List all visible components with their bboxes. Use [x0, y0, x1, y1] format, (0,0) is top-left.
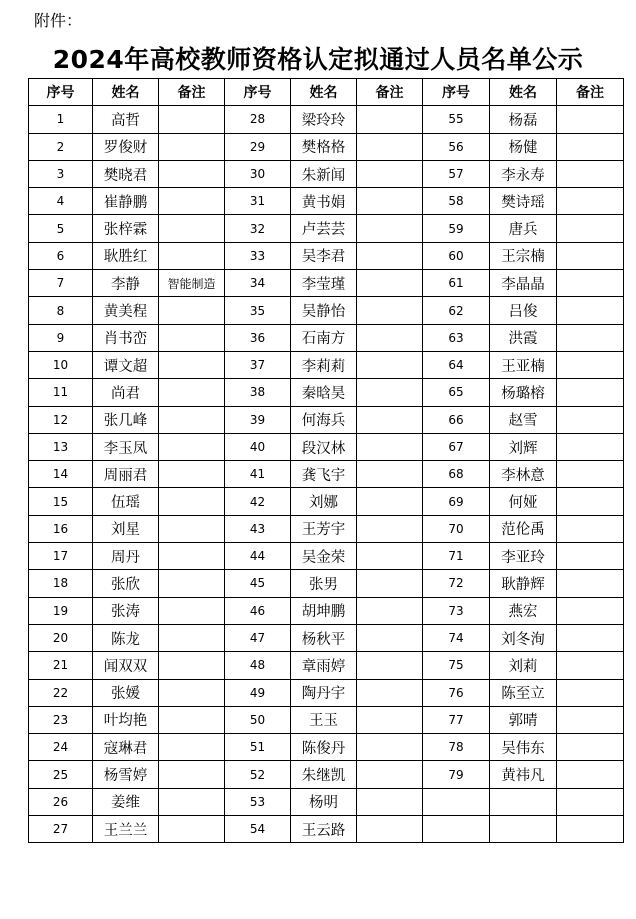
remark-cell — [159, 406, 225, 433]
table-row — [29, 679, 624, 706]
remark-cell — [357, 379, 423, 406]
remark-cell — [357, 515, 423, 542]
table-row — [29, 597, 624, 624]
seq-cell: 51 — [225, 734, 291, 761]
name-cell: 陶丹宇 — [291, 679, 357, 706]
remark-cell — [159, 788, 225, 815]
seq-cell: 17 — [29, 543, 93, 570]
name-cell: 张媛 — [93, 679, 159, 706]
table-row — [29, 624, 624, 651]
remark-cell — [357, 215, 423, 242]
remark-cell — [357, 734, 423, 761]
table-row — [29, 734, 624, 761]
name-cell: 刘娜 — [291, 488, 357, 515]
remark-cell — [557, 106, 624, 133]
remark-cell — [357, 160, 423, 187]
remark-cell — [357, 597, 423, 624]
remark-cell — [159, 679, 225, 706]
name-cell — [490, 788, 557, 815]
seq-cell: 47 — [225, 624, 291, 651]
name-cell: 崔静鹏 — [93, 188, 159, 215]
name-cell: 王亚楠 — [490, 351, 557, 378]
name-cell: 李静 — [93, 270, 159, 297]
seq-cell: 19 — [29, 597, 93, 624]
seq-cell: 26 — [29, 788, 93, 815]
attachment-label: 附件： — [34, 11, 83, 30]
table-row — [29, 488, 624, 515]
candidate-table — [28, 78, 624, 843]
seq-cell: 37 — [225, 351, 291, 378]
name-cell: 张男 — [291, 570, 357, 597]
name-cell: 耿静辉 — [490, 570, 557, 597]
remark-cell — [159, 160, 225, 187]
remark-cell — [357, 570, 423, 597]
header-remark: 备注 — [159, 79, 225, 106]
seq-cell: 7 — [29, 270, 93, 297]
table-row — [29, 652, 624, 679]
name-cell: 范伦禹 — [490, 515, 557, 542]
seq-cell: 39 — [225, 406, 291, 433]
remark-cell — [357, 133, 423, 160]
seq-cell: 68 — [423, 461, 490, 488]
remark-cell — [357, 461, 423, 488]
seq-cell: 36 — [225, 324, 291, 351]
name-cell: 卢芸芸 — [291, 215, 357, 242]
name-cell: 张几峰 — [93, 406, 159, 433]
seq-cell: 48 — [225, 652, 291, 679]
name-cell: 肖书峦 — [93, 324, 159, 351]
name-cell: 尚君 — [93, 379, 159, 406]
table-row — [29, 188, 624, 215]
header-name: 姓名 — [93, 79, 159, 106]
remark-cell — [357, 816, 423, 843]
name-cell: 樊诗瑶 — [490, 188, 557, 215]
name-cell: 王云路 — [291, 816, 357, 843]
seq-cell: 5 — [29, 215, 93, 242]
table-row — [29, 543, 624, 570]
remark-cell — [557, 351, 624, 378]
seq-cell: 67 — [423, 433, 490, 460]
remark-cell — [159, 543, 225, 570]
name-cell: 杨璐榕 — [490, 379, 557, 406]
table-row — [29, 270, 624, 297]
header-remark: 备注 — [557, 79, 624, 106]
remark-cell — [159, 515, 225, 542]
remark-cell — [357, 351, 423, 378]
seq-cell: 29 — [225, 133, 291, 160]
remark-cell — [357, 406, 423, 433]
seq-cell — [423, 816, 490, 843]
seq-cell: 77 — [423, 706, 490, 733]
name-cell: 刘星 — [93, 515, 159, 542]
name-cell: 李林意 — [490, 461, 557, 488]
remark-cell — [557, 706, 624, 733]
remark-cell — [159, 324, 225, 351]
name-cell: 杨明 — [291, 788, 357, 815]
table-row — [29, 433, 624, 460]
name-cell: 吴伟东 — [490, 734, 557, 761]
name-cell: 朱新闻 — [291, 160, 357, 187]
remark-cell — [357, 652, 423, 679]
remark-cell — [159, 816, 225, 843]
seq-cell: 62 — [423, 297, 490, 324]
remark-cell — [159, 570, 225, 597]
seq-cell: 4 — [29, 188, 93, 215]
seq-cell: 12 — [29, 406, 93, 433]
name-cell: 黄祎凡 — [490, 761, 557, 788]
seq-cell: 54 — [225, 816, 291, 843]
seq-cell: 44 — [225, 543, 291, 570]
table-row — [29, 379, 624, 406]
remark-cell — [159, 734, 225, 761]
seq-cell: 41 — [225, 461, 291, 488]
seq-cell: 8 — [29, 297, 93, 324]
name-cell: 王芳宇 — [291, 515, 357, 542]
seq-cell: 30 — [225, 160, 291, 187]
table-row — [29, 461, 624, 488]
remark-cell — [557, 461, 624, 488]
seq-cell: 58 — [423, 188, 490, 215]
name-cell: 梁玲玲 — [291, 106, 357, 133]
remark-cell — [557, 324, 624, 351]
remark-cell — [159, 297, 225, 324]
name-cell: 谭文超 — [93, 351, 159, 378]
remark-cell — [357, 788, 423, 815]
seq-cell: 34 — [225, 270, 291, 297]
name-cell: 王玉 — [291, 706, 357, 733]
seq-cell: 40 — [225, 433, 291, 460]
seq-cell: 59 — [423, 215, 490, 242]
seq-cell: 60 — [423, 242, 490, 269]
name-cell: 唐兵 — [490, 215, 557, 242]
remark-cell — [357, 297, 423, 324]
seq-cell: 46 — [225, 597, 291, 624]
remark-cell — [557, 816, 624, 843]
name-cell: 高哲 — [93, 106, 159, 133]
remark-cell — [357, 488, 423, 515]
remark-cell — [357, 624, 423, 651]
table-row — [29, 133, 624, 160]
remark-cell — [557, 488, 624, 515]
remark-cell — [357, 543, 423, 570]
name-cell: 何娅 — [490, 488, 557, 515]
seq-cell: 14 — [29, 461, 93, 488]
name-cell: 姜维 — [93, 788, 159, 815]
remark-cell — [557, 215, 624, 242]
seq-cell: 31 — [225, 188, 291, 215]
remark-cell — [159, 706, 225, 733]
remark-cell — [159, 461, 225, 488]
name-cell: 陈至立 — [490, 679, 557, 706]
table-row — [29, 324, 624, 351]
name-cell: 陈龙 — [93, 624, 159, 651]
seq-cell: 75 — [423, 652, 490, 679]
seq-cell: 15 — [29, 488, 93, 515]
remark-cell — [557, 379, 624, 406]
table-row — [29, 761, 624, 788]
remark-cell — [357, 188, 423, 215]
remark-cell — [557, 734, 624, 761]
seq-cell: 11 — [29, 379, 93, 406]
seq-cell — [423, 788, 490, 815]
name-cell: 杨秋平 — [291, 624, 357, 651]
remark-cell — [357, 106, 423, 133]
table-row — [29, 515, 624, 542]
header-name: 姓名 — [490, 79, 557, 106]
seq-cell: 38 — [225, 379, 291, 406]
name-cell: 樊晓君 — [93, 160, 159, 187]
name-cell: 李莹瑾 — [291, 270, 357, 297]
name-cell: 周丹 — [93, 543, 159, 570]
seq-cell: 74 — [423, 624, 490, 651]
seq-cell: 64 — [423, 351, 490, 378]
name-cell: 杨雪婷 — [93, 761, 159, 788]
seq-cell: 21 — [29, 652, 93, 679]
name-cell: 吴李君 — [291, 242, 357, 269]
name-cell: 耿胜红 — [93, 242, 159, 269]
remark-cell — [557, 761, 624, 788]
header-name: 姓名 — [291, 79, 357, 106]
seq-cell: 9 — [29, 324, 93, 351]
remark-cell — [159, 488, 225, 515]
seq-cell: 20 — [29, 624, 93, 651]
name-cell: 李玉凤 — [93, 433, 159, 460]
remark-cell — [357, 706, 423, 733]
remark-cell — [159, 133, 225, 160]
remark-cell — [159, 624, 225, 651]
seq-cell: 43 — [225, 515, 291, 542]
remark-cell: 智能制造 — [159, 270, 225, 297]
name-cell: 章雨婷 — [291, 652, 357, 679]
page-title: 2024年高校教师资格认定拟通过人员名单公示 — [52, 45, 584, 74]
seq-cell: 57 — [423, 160, 490, 187]
remark-cell — [159, 188, 225, 215]
name-cell: 刘辉 — [490, 433, 557, 460]
name-cell: 刘莉 — [490, 652, 557, 679]
name-cell: 黄美程 — [93, 297, 159, 324]
remark-cell — [557, 515, 624, 542]
seq-cell: 10 — [29, 351, 93, 378]
seq-cell: 27 — [29, 816, 93, 843]
name-cell: 吴静怡 — [291, 297, 357, 324]
seq-cell: 2 — [29, 133, 93, 160]
name-cell: 陈俊丹 — [291, 734, 357, 761]
remark-cell — [159, 652, 225, 679]
name-cell: 闻双双 — [93, 652, 159, 679]
remark-cell — [159, 242, 225, 269]
name-cell: 郭晴 — [490, 706, 557, 733]
table-row — [29, 788, 624, 815]
remark-cell — [159, 761, 225, 788]
table-row — [29, 160, 624, 187]
table-row — [29, 106, 624, 133]
name-cell: 杨磊 — [490, 106, 557, 133]
remark-cell — [159, 106, 225, 133]
seq-cell: 16 — [29, 515, 93, 542]
remark-cell — [557, 652, 624, 679]
seq-cell: 73 — [423, 597, 490, 624]
seq-cell: 61 — [423, 270, 490, 297]
remark-cell — [557, 160, 624, 187]
seq-cell: 78 — [423, 734, 490, 761]
name-cell: 段汉林 — [291, 433, 357, 460]
remark-cell — [159, 433, 225, 460]
name-cell: 李永寿 — [490, 160, 557, 187]
remark-cell — [159, 597, 225, 624]
remark-cell — [357, 433, 423, 460]
name-cell: 王兰兰 — [93, 816, 159, 843]
remark-cell — [357, 242, 423, 269]
seq-cell: 3 — [29, 160, 93, 187]
name-cell: 燕宏 — [490, 597, 557, 624]
remark-cell — [357, 270, 423, 297]
name-cell: 张欣 — [93, 570, 159, 597]
remark-cell — [357, 679, 423, 706]
name-cell: 胡坤鹏 — [291, 597, 357, 624]
table-row — [29, 242, 624, 269]
remark-cell — [357, 761, 423, 788]
name-cell: 刘冬洵 — [490, 624, 557, 651]
name-cell — [490, 816, 557, 843]
name-cell: 樊格格 — [291, 133, 357, 160]
remark-cell — [557, 679, 624, 706]
name-cell: 李亚玲 — [490, 543, 557, 570]
remark-cell — [159, 351, 225, 378]
seq-cell: 56 — [423, 133, 490, 160]
name-cell: 吕俊 — [490, 297, 557, 324]
remark-cell — [357, 324, 423, 351]
remark-cell — [557, 297, 624, 324]
remark-cell — [557, 624, 624, 651]
table-row — [29, 706, 624, 733]
seq-cell: 42 — [225, 488, 291, 515]
name-cell: 杨健 — [490, 133, 557, 160]
remark-cell — [557, 133, 624, 160]
header-remark: 备注 — [357, 79, 423, 106]
seq-cell: 35 — [225, 297, 291, 324]
seq-cell: 25 — [29, 761, 93, 788]
seq-cell: 66 — [423, 406, 490, 433]
seq-cell: 28 — [225, 106, 291, 133]
remark-cell — [557, 433, 624, 460]
name-cell: 石南方 — [291, 324, 357, 351]
name-cell: 龚飞宇 — [291, 461, 357, 488]
remark-cell — [557, 597, 624, 624]
name-cell: 罗俊财 — [93, 133, 159, 160]
name-cell: 洪霞 — [490, 324, 557, 351]
seq-cell: 32 — [225, 215, 291, 242]
name-cell: 朱继凯 — [291, 761, 357, 788]
name-cell: 黄书娟 — [291, 188, 357, 215]
seq-cell: 76 — [423, 679, 490, 706]
seq-cell: 69 — [423, 488, 490, 515]
seq-cell: 72 — [423, 570, 490, 597]
name-cell: 王宗楠 — [490, 242, 557, 269]
seq-cell: 49 — [225, 679, 291, 706]
seq-cell: 65 — [423, 379, 490, 406]
table-row — [29, 570, 624, 597]
remark-cell — [557, 406, 624, 433]
table-row — [29, 215, 624, 242]
seq-cell: 50 — [225, 706, 291, 733]
table-row — [29, 816, 624, 843]
name-cell: 何海兵 — [291, 406, 357, 433]
seq-cell: 55 — [423, 106, 490, 133]
seq-cell: 71 — [423, 543, 490, 570]
header-seq: 序号 — [423, 79, 490, 106]
seq-cell: 1 — [29, 106, 93, 133]
name-cell: 周丽君 — [93, 461, 159, 488]
name-cell: 李晶晶 — [490, 270, 557, 297]
name-cell: 张梓霖 — [93, 215, 159, 242]
table-row — [29, 297, 624, 324]
header-seq: 序号 — [29, 79, 93, 106]
name-cell: 吴金荣 — [291, 543, 357, 570]
seq-cell: 23 — [29, 706, 93, 733]
remark-cell — [557, 543, 624, 570]
remark-cell — [557, 788, 624, 815]
remark-cell — [557, 270, 624, 297]
remark-cell — [159, 215, 225, 242]
seq-cell: 33 — [225, 242, 291, 269]
table-row — [29, 406, 624, 433]
seq-cell: 13 — [29, 433, 93, 460]
table-row — [29, 351, 624, 378]
name-cell: 叶均艳 — [93, 706, 159, 733]
header-seq: 序号 — [225, 79, 291, 106]
seq-cell: 53 — [225, 788, 291, 815]
name-cell: 寇琳君 — [93, 734, 159, 761]
remark-cell — [159, 379, 225, 406]
seq-cell: 79 — [423, 761, 490, 788]
seq-cell: 24 — [29, 734, 93, 761]
name-cell: 秦晗昊 — [291, 379, 357, 406]
name-cell: 赵雪 — [490, 406, 557, 433]
seq-cell: 6 — [29, 242, 93, 269]
name-cell: 李莉莉 — [291, 351, 357, 378]
seq-cell: 70 — [423, 515, 490, 542]
seq-cell: 63 — [423, 324, 490, 351]
remark-cell — [557, 242, 624, 269]
remark-cell — [557, 188, 624, 215]
name-cell: 张涛 — [93, 597, 159, 624]
seq-cell: 22 — [29, 679, 93, 706]
seq-cell: 52 — [225, 761, 291, 788]
remark-cell — [557, 570, 624, 597]
name-cell: 伍瑶 — [93, 488, 159, 515]
header-row — [29, 79, 624, 106]
seq-cell: 45 — [225, 570, 291, 597]
seq-cell: 18 — [29, 570, 93, 597]
